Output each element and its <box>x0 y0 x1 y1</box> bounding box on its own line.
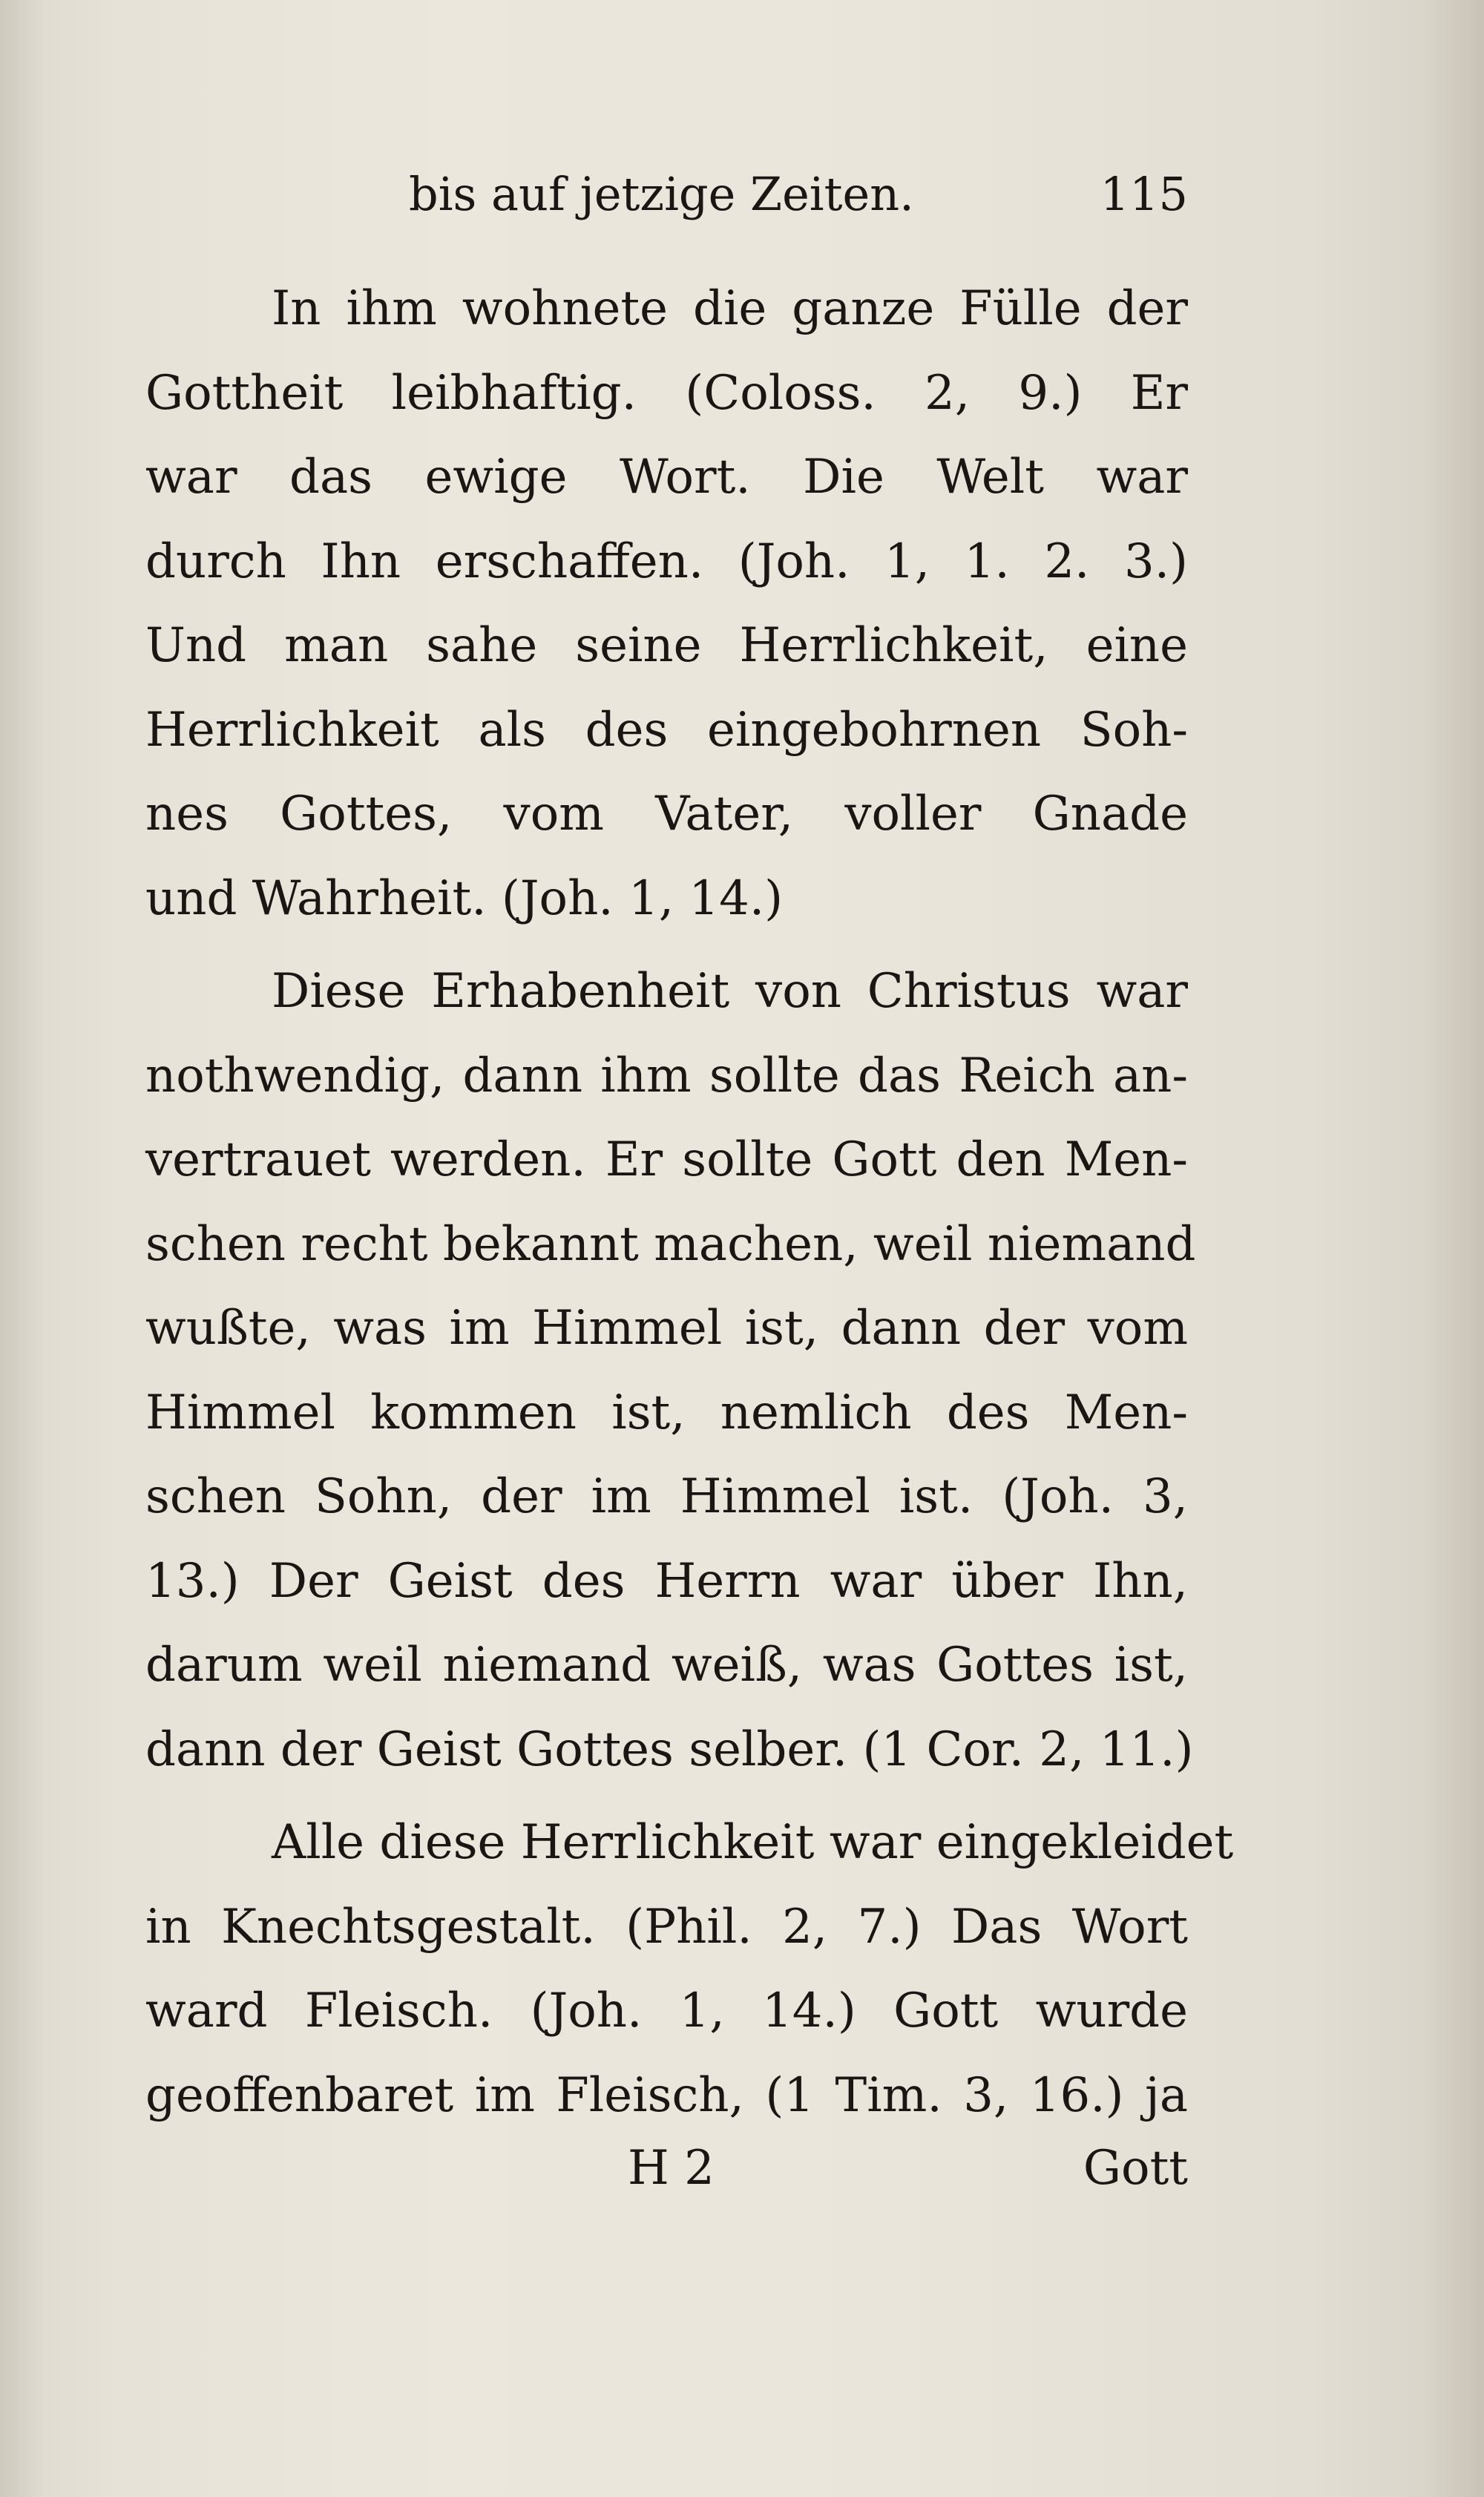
text-line: schen Sohn, der im Himmel ist. (Joh. 3, <box>145 1469 1188 1524</box>
text-line: Himmel kommen ist, nemlich des Men- <box>145 1385 1188 1440</box>
paragraph-2 <box>145 950 1196 1792</box>
text-line: Herrlichkeit als des eingebohrnen Soh- <box>145 702 1188 758</box>
text-line: In ihm wohnete die ganze Fülle der <box>272 281 1188 336</box>
paragraph-3 <box>145 1801 1234 2138</box>
text-line: Gottheit leibhaftig. (Coloss. 2, 9.) Er <box>145 365 1188 421</box>
text-line: war das ewige Wort. Die Welt war <box>145 450 1188 505</box>
text-line: und Wahrheit. (Joh. 1, 14.) <box>145 870 784 926</box>
paragraph-gap <box>145 941 1188 950</box>
page-number: 115 <box>1100 167 1188 221</box>
text-line: nothwendig, dann ihm sollte das Reich an- <box>145 1048 1188 1103</box>
text-line: geoffenbaret im Fleisch, (1 Tim. 3, 16.) ja <box>145 2067 1188 2123</box>
text-line: Alle diese Herrlichkeit war eingekleidet <box>272 1815 1234 1870</box>
text-line: durch Ihn erschaffen. (Joh. 1, 1. 2. 3.) <box>145 534 1188 589</box>
catchword: Gott <box>1083 2141 1188 2196</box>
signature-mark: H 2 <box>628 2141 715 2196</box>
text-line: vertrauet werden. Er sollte Gott den Men- <box>145 1132 1188 1187</box>
text-line: nes Gottes, vom Vater, voller Gnade <box>145 787 1188 841</box>
text-line: dann der Geist Gottes selber. (1 Cor. 2, 11.) <box>145 1722 1194 1777</box>
paragraph-gap <box>145 1792 1188 1801</box>
text-block <box>145 167 1234 2138</box>
text-line: 13.) Der Geist des Herrn war über Ihn, <box>145 1553 1188 1609</box>
text-line: darum weil niemand weiß, was Gottes ist, <box>145 1638 1188 1693</box>
page-footer <box>145 2141 1188 2222</box>
page-gutter-shadow <box>0 0 45 2497</box>
text-line: Und man sahe seine Herrlichkeit, eine <box>145 618 1188 673</box>
text-line: schen recht bekannt machen, weil niemand <box>145 1216 1196 1272</box>
text-line: wußte, was im Himmel ist, dann der vom <box>145 1301 1188 1356</box>
paragraph-1 <box>145 267 1188 941</box>
text-line: in Knechtsgestalt. (Phil. 2, 7.) Das Wort <box>145 1899 1188 1955</box>
text-line: ward Fleisch. (Joh. 1, 14.) Gott wurde <box>145 1984 1188 2038</box>
text-line: Diese Erhabenheit von Christus war <box>272 964 1188 1019</box>
page-edge-shadow <box>1425 0 1484 2497</box>
running-title: bis auf jetzige Zeiten. <box>409 167 914 221</box>
page-header <box>145 167 1188 237</box>
